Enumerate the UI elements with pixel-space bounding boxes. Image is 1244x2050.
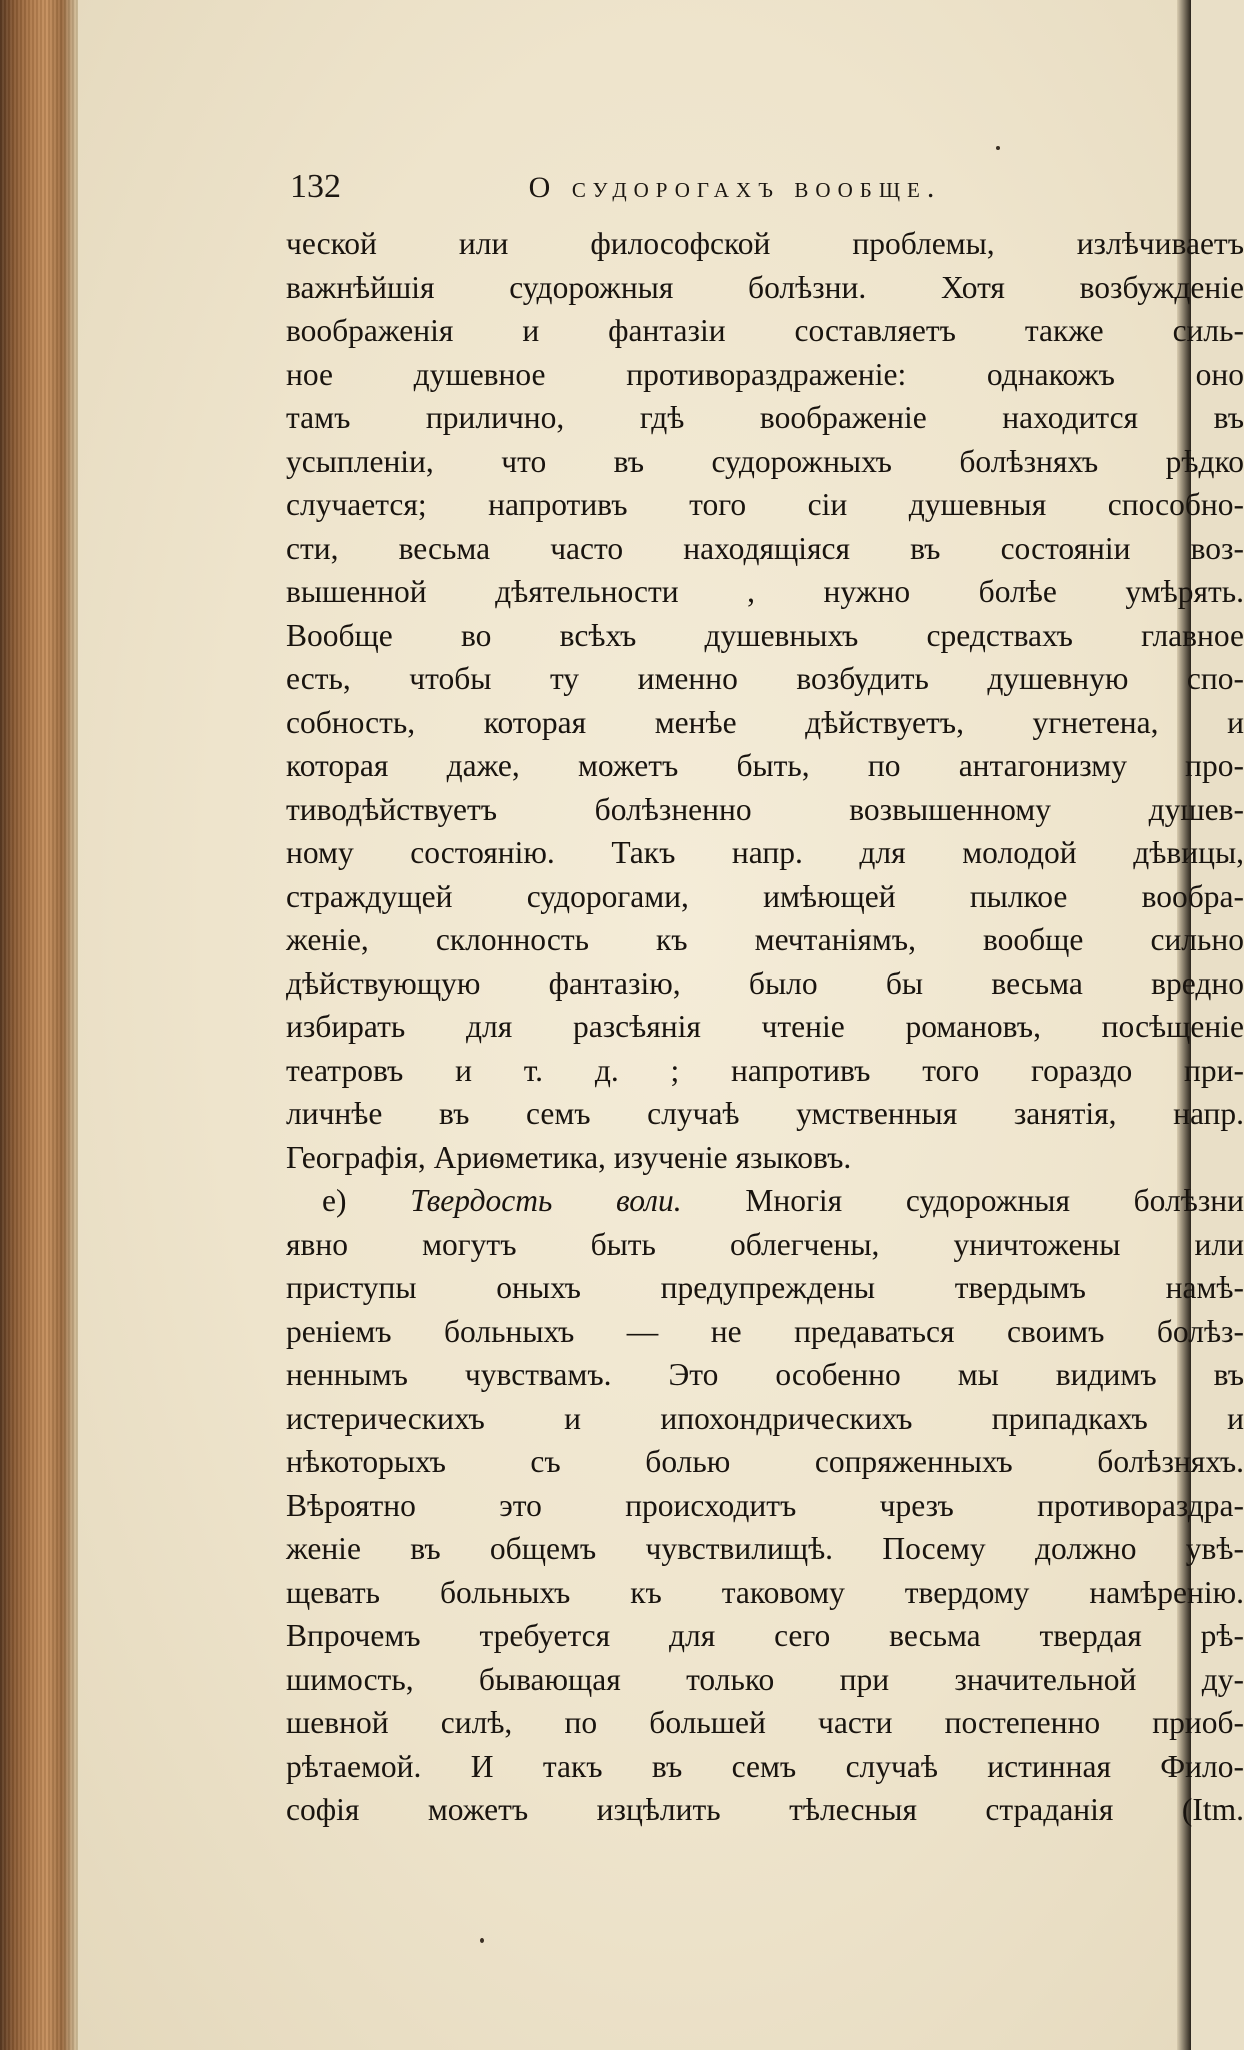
text-line: есть, чтобы ту именно возбудить душевную спо-	[286, 661, 1244, 696]
section-marker: е)	[322, 1183, 347, 1218]
text-line: личнѣе въ семъ случаѣ умственныя занятія, напр.	[286, 1096, 1244, 1131]
text-line: неннымъ чувствамъ. Это особенно мы видимъ въ	[286, 1357, 1244, 1392]
text-line: усыпленіи, что въ судорожныхъ болѣзняхъ рѣдко	[286, 443, 1244, 479]
text-line: Вѣроятно это происходитъ чрезъ противораздра-	[286, 1487, 1244, 1523]
text-line: тиводѣйствуетъ болѣзненно возвышенному душев-	[286, 791, 1244, 827]
text-line: реніемъ больныхъ — не предаваться своимъ болѣз-	[286, 1313, 1244, 1349]
text-line: женіе въ общемъ чувствилищѣ. Посему должно увѣ-	[286, 1531, 1244, 1566]
text-line: шевной силѣ, по большей части постепенно приоб-	[286, 1705, 1244, 1740]
text-line: тамъ прилично, гдѣ воображеніе находится въ	[286, 400, 1244, 435]
text-line: Многія судорожныя болѣзни	[745, 1183, 1244, 1218]
text-line: нѣкоторыхъ съ болью сопряженныхъ болѣзняхъ.	[286, 1444, 1244, 1479]
book-page-edges	[0, 0, 78, 2050]
paper-speck	[480, 1938, 484, 1943]
text-line: дѣйствующую фантазію, было бы весьма вредно	[286, 965, 1244, 1001]
text-line: Вообще во всѣхъ душевныхъ средствахъ главное	[286, 617, 1244, 653]
text-line: избирать для разсѣянія чтеніе романовъ, посѣщеніе	[286, 1009, 1244, 1044]
section-e-line	[286, 1179, 1244, 1223]
text-line: софія можетъ изцѣлить тѣлесныя страданія (Itm.	[286, 1792, 1244, 1827]
text-line: важнѣйшія судорожныя болѣзни. Хотя возбужденіе	[286, 269, 1244, 305]
text-line: ческой или философской проблемы, излѣчиваетъ	[286, 226, 1244, 261]
text-line: шимость, бывающая только при значительной ду-	[286, 1661, 1244, 1697]
text-line: явно могутъ быть облегчены, уничтожены или	[286, 1226, 1244, 1262]
text-line: воображенія и фантазіи составляетъ также силь-	[286, 313, 1244, 348]
paper-speck	[996, 146, 1000, 150]
text-line: щевать больныхъ къ таковому твердому намѣренію.	[286, 1574, 1244, 1610]
text-line: театровъ и т. д. ; напротивъ того гораздо при-	[286, 1052, 1244, 1088]
running-title: О судорогахъ вообще.	[528, 171, 942, 204]
body-text	[286, 222, 1244, 1832]
section-heading: Твердость воли.	[410, 1183, 682, 1218]
text-line: которая даже, можетъ быть, по антагонизму про-	[286, 748, 1244, 783]
text-line: вышенной дѣятельности , нужно болѣе умѣрять.	[286, 574, 1244, 609]
text-line: женіе, склонность къ мечтаніямъ, вообще сильно	[286, 922, 1244, 957]
text-line: ное душевное противораздраженіе: однакожъ оно	[286, 356, 1244, 392]
text-line: ному состоянію. Такъ напр. для молодой дѣвицы,	[286, 835, 1244, 870]
text-line: истерическихъ и ипохондрическихъ припадкахъ и	[286, 1400, 1244, 1436]
text-line: приступы оныхъ предупреждены твердымъ намѣ-	[286, 1270, 1244, 1305]
text-line: собность, которая менѣе дѣйствуетъ, угнетена, и	[286, 704, 1244, 740]
text-line: случается; напротивъ того сіи душевныя способно-	[286, 487, 1244, 522]
text-line: Впрочемъ требуется для сего весьма твердая рѣ-	[286, 1618, 1244, 1653]
text-line: Географія, Ариѳметика, изученіе языковъ.	[286, 1139, 852, 1175]
book-page	[78, 0, 1244, 2050]
page-header	[290, 168, 1080, 206]
text-line: сти, весьма часто находящіяся въ состояніи воз-	[286, 530, 1244, 566]
page-number: 132	[290, 168, 341, 205]
text-line: страждущей судорогами, имѣющей пылкое вообра-	[286, 878, 1244, 914]
text-line: рѣтаемой. И такъ въ семъ случаѣ истинная Фило-	[286, 1748, 1244, 1784]
